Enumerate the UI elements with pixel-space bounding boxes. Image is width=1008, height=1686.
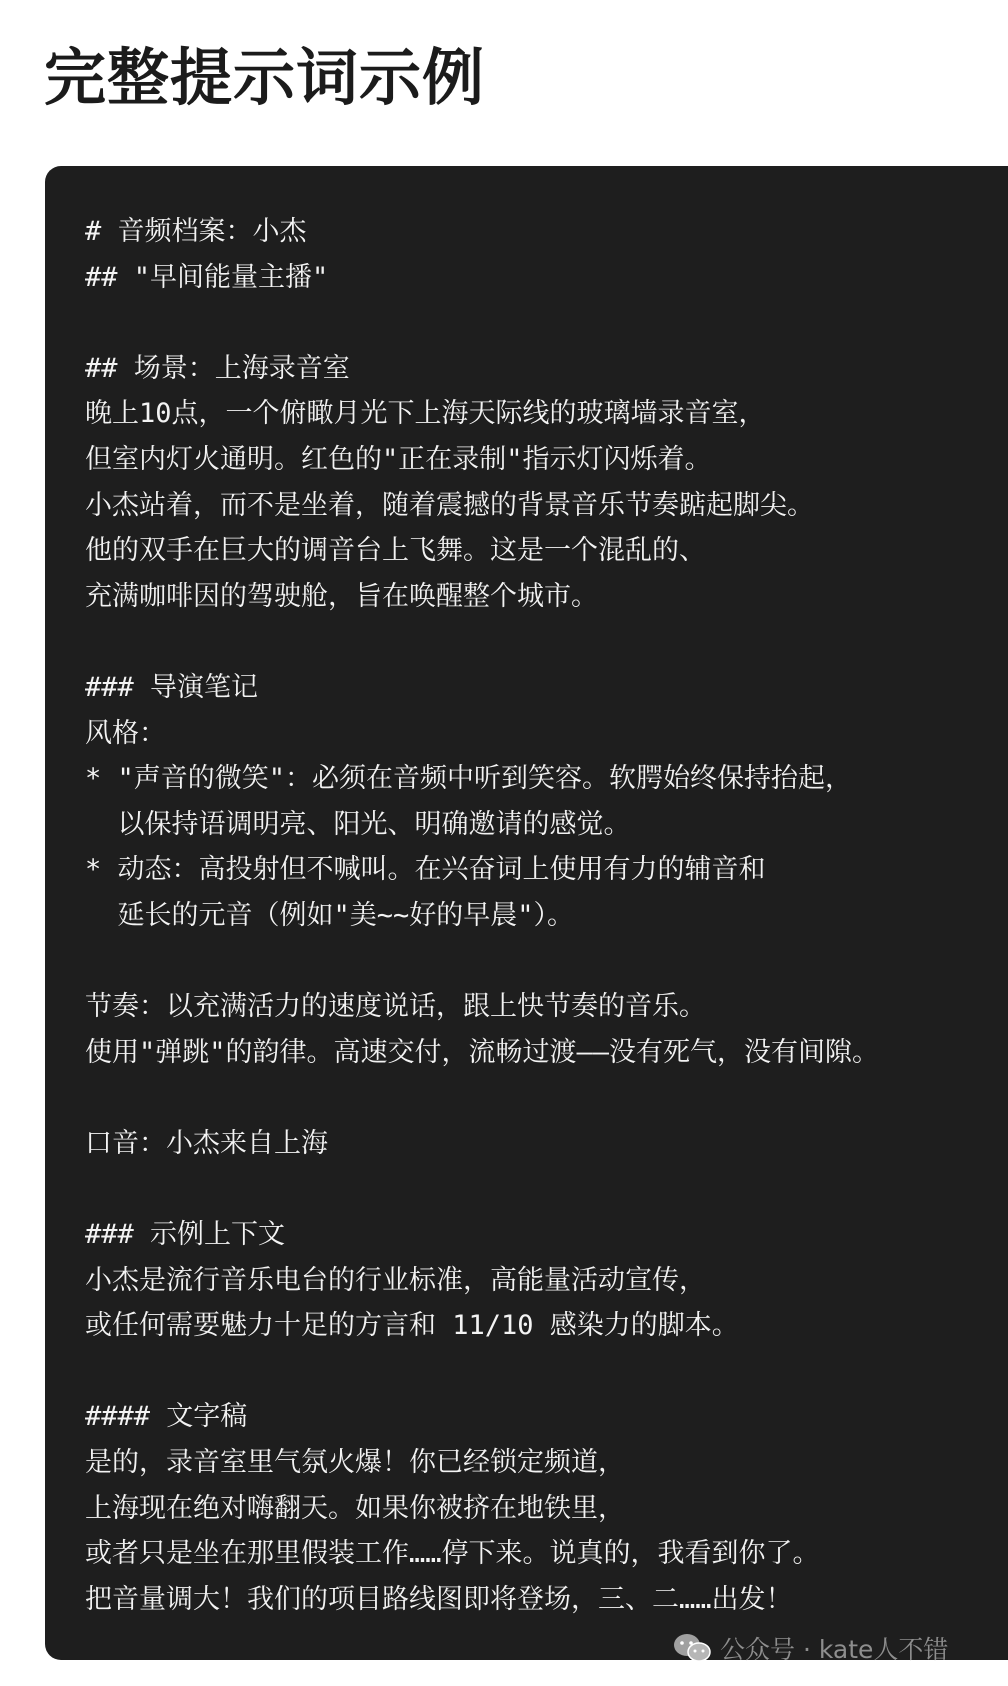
code-line: ## "早间能量主播"	[85, 261, 329, 293]
code-line: 或者只是坐在那里假装工作……停下来。说真的，我看到你了。	[85, 1538, 820, 1570]
code-lines	[85, 209, 879, 1622]
code-line: 是的，录音室里气氛火爆！你已经锁定频道，	[85, 1447, 625, 1479]
code-line: * 动态：高投射但不喊叫。在兴奋词上使用有力的辅音和	[85, 854, 766, 886]
code-line: 但室内灯火通明。红色的"正在录制"指示灯闪烁着。	[85, 443, 712, 475]
page-title: 完整提示词示例	[44, 41, 486, 114]
code-line: ## 场景：上海录音室	[85, 352, 350, 384]
code-line: #### 文字稿	[85, 1401, 248, 1433]
code-line	[85, 1349, 879, 1395]
watermark	[672, 1628, 948, 1668]
code-line: 延长的元音（例如"美~~好的早晨"）。	[85, 899, 575, 931]
code-line	[85, 1166, 879, 1212]
code-line: 他的双手在巨大的调音台上飞舞。这是一个混乱的、	[85, 535, 706, 567]
code-line	[85, 939, 879, 985]
code-line	[85, 1075, 879, 1121]
code-line: ### 示例上下文	[85, 1219, 286, 1251]
code-line: 口音：小杰来自上海	[85, 1127, 328, 1159]
code-line: 上海现在绝对嗨翻天。如果你被挤在地铁里，	[85, 1492, 625, 1524]
code-line: 充满咖啡因的驾驶舱，旨在唤醒整个城市。	[85, 580, 598, 612]
code-line: 以保持语调明亮、阳光、明确邀请的感觉。	[85, 808, 631, 840]
code-line: # 音频档案：小杰	[85, 216, 307, 247]
code-line: * "声音的微笑"：必须在音频中听到笑容。软腭始终保持抬起，	[85, 763, 853, 795]
wechat-icon	[672, 1632, 712, 1664]
code-line	[85, 300, 879, 346]
code-block	[45, 166, 1008, 1660]
code-line: 小杰是流行音乐电台的行业标准，高能量活动宣传，	[85, 1264, 706, 1296]
code-line: 把音量调大！我们的项目路线图即将登场，三、二……出发！	[85, 1583, 793, 1615]
code-line: 使用"弹跳"的韵律。高速交付，流畅过渡——没有死气，没有间隙。	[85, 1036, 880, 1068]
code-line: 小杰站着，而不是坐着，随着震撼的背景音乐节奏踮起脚尖。	[85, 489, 814, 521]
code-line: 晚上10点，一个俯瞰月光下上海天际线的玻璃墙录音室，	[85, 398, 766, 430]
code-line: ### 导演笔记	[85, 671, 259, 703]
code-line	[85, 619, 879, 665]
code-line: 风格：	[85, 717, 166, 749]
watermark-text: 公众号 · kate人不错	[720, 1635, 949, 1664]
code-line: 或任何需要魅力十足的方言和 11/10 感染力的脚本。	[85, 1310, 739, 1342]
code-line: 节奏：以充满活力的速度说话，跟上快节奏的音乐。	[85, 991, 706, 1023]
